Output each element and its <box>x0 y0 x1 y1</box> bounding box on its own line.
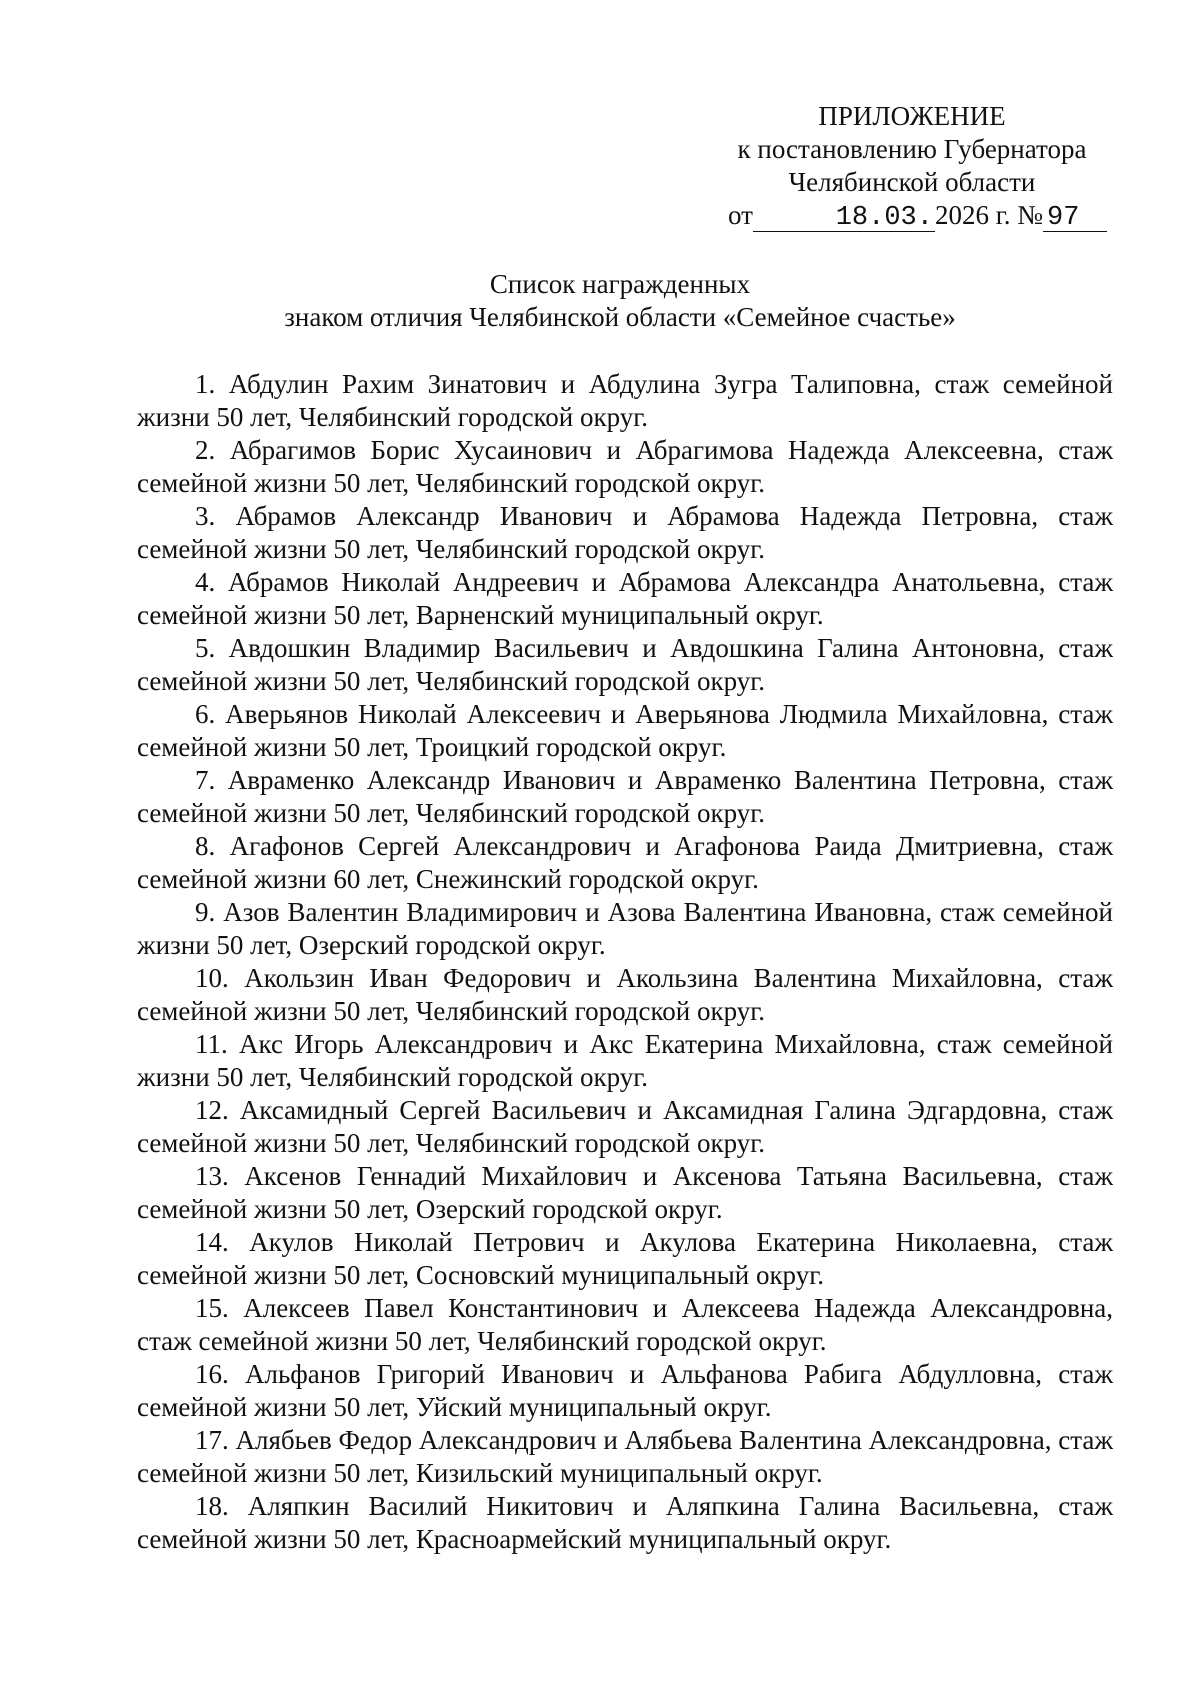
list-item-text: Азов Валентин Владимирович и Азова Валентина Ивановна, стаж семейной жизни 50 лет, Озерский городской округ. <box>137 897 1113 960</box>
list-item-text: Алексеев Павел Константинович и Алексеева Надежда Александровна, стаж семейной жизни 50 лет, Челябинский городской округ. <box>137 1293 1114 1356</box>
appendix-decree-line: к постановлению Губернатора <box>737 134 1087 164</box>
appendix-region-line: Челябинской области <box>788 167 1036 197</box>
list-item <box>137 368 1113 434</box>
list-item-text: Агафонов Сергей Александрович и Агафонова Раида Дмитриевна, стаж семейной жизни 60 лет, Снежинский городской округ. <box>137 831 1113 894</box>
list-item-text: Абрамов Александр Иванович и Абрамова Надежда Петровна, стаж семейной жизни 50 лет, Челябинский городской округ. <box>137 501 1113 564</box>
list-item-text: Акользин Иван Федорович и Акользина Валентина Михайловна, стаж семейной жизни 50 лет, Челябинский городской округ. <box>137 963 1113 1026</box>
list-item-number: 12. <box>195 1095 229 1125</box>
appendix-title: ПРИЛОЖЕНИЕ <box>818 101 1006 131</box>
list-item <box>137 764 1113 830</box>
list-item-number: 4. <box>195 567 216 597</box>
list-item-number: 5. <box>195 633 216 663</box>
date-prefix: от <box>728 200 753 230</box>
list-item-text: Аксамидный Сергей Васильевич и Аксамидная Галина Эдгардовна, стаж семейной жизни 50 лет, Челябинский городской округ. <box>137 1095 1114 1158</box>
awardee-list <box>137 368 1113 1556</box>
list-item <box>137 698 1113 764</box>
list-item-number: 3. <box>195 501 216 531</box>
list-item <box>137 1160 1113 1226</box>
list-item-number: 13. <box>195 1161 229 1191</box>
list-item-number: 18. <box>195 1491 229 1521</box>
list-item-text: Акулов Николай Петрович и Акулова Екатерина Николаевна, стаж семейной жизни 50 лет, Сосновский муниципальный округ. <box>137 1227 1113 1290</box>
list-title-line-1: Список награжденных <box>489 269 751 299</box>
list-title-line-2: знаком отличия Челябинской области «Семейное счастье» <box>284 302 956 332</box>
list-item-text: Абдулин Рахим Зинатович и Абдулина Зугра Талиповна, стаж семейной жизни 50 лет, Челябинский городской округ. <box>137 369 1114 432</box>
list-item-number: 11. <box>195 1029 228 1059</box>
list-item-text: Акс Игорь Александрович и Акс Екатерина Михайловна, стаж семейной жизни 50 лет, Челябинский городской округ. <box>137 1029 1113 1092</box>
list-item <box>137 566 1113 632</box>
list-item <box>137 1226 1113 1292</box>
list-item <box>137 434 1113 500</box>
list-item-text: Алябьев Федор Александрович и Алябьева Валентина Александровна, стаж семейной жизни 50 лет, Кизильский муниципальный округ. <box>137 1425 1114 1488</box>
list-item-text: Альфанов Григорий Иванович и Альфанова Рабига Абдулловна, стаж семейной жизни 50 лет, Уйский муниципальный округ. <box>137 1359 1113 1422</box>
appendix-header <box>712 100 1112 232</box>
list-item-number: 6. <box>195 699 216 729</box>
list-item-text: Аксенов Геннадий Михайлович и Аксенова Татьяна Васильевна, стаж семейной жизни 50 лет, Озерский городской округ. <box>137 1161 1113 1224</box>
list-item <box>137 1292 1113 1358</box>
list-item-number: 8. <box>195 831 216 861</box>
list-item <box>137 1028 1113 1094</box>
list-item <box>137 830 1113 896</box>
list-item-number: 16. <box>195 1359 229 1389</box>
list-item-number: 14. <box>195 1227 229 1257</box>
list-item-number: 10. <box>195 963 229 993</box>
list-item-number: 15. <box>195 1293 229 1323</box>
list-item-number: 1. <box>195 369 216 399</box>
list-item-number: 7. <box>195 765 216 795</box>
list-item-text: Абрагимов Борис Хусаинович и Абрагимова Надежда Алексеевна, стаж семейной жизни 50 лет, Челябинский городской округ. <box>137 435 1113 498</box>
decree-number: 97 <box>1043 205 1107 232</box>
list-item-text: Аляпкин Василий Никитович и Аляпкина Галина Васильевна, стаж семейной жизни 50 лет, Красноармейский муниципальный округ. <box>137 1491 1114 1554</box>
list-item <box>137 896 1113 962</box>
list-item-text: Абрамов Николай Андреевич и Абрамова Александра Анатольевна, стаж семейной жизни 50 лет, Варненский муниципальный округ. <box>137 567 1113 630</box>
list-item <box>137 1424 1113 1490</box>
list-item <box>137 1490 1113 1556</box>
list-title <box>130 268 1110 334</box>
appendix-date-line <box>712 199 1112 232</box>
date-value: 18.03. <box>753 205 935 232</box>
list-item <box>137 632 1113 698</box>
list-item-text: Аверьянов Николай Алексеевич и Аверьянова Людмила Михайловна, стаж семейной жизни 50 лет, Троицкий городской округ. <box>137 699 1114 762</box>
list-item <box>137 962 1113 1028</box>
list-item <box>137 500 1113 566</box>
list-item-number: 17. <box>195 1425 229 1455</box>
list-item-number: 2. <box>195 435 216 465</box>
list-item <box>137 1358 1113 1424</box>
list-item <box>137 1094 1113 1160</box>
list-item-text: Авраменко Александр Иванович и Авраменко Валентина Петровна, стаж семейной жизни 50 лет, Челябинский городской округ. <box>137 765 1114 828</box>
list-item-number: 9. <box>195 897 216 927</box>
list-item-text: Авдошкин Владимир Васильевич и Авдошкина Галина Антоновна, стаж семейной жизни 50 лет, Челябинский городской округ. <box>137 633 1113 696</box>
year-number-label: 2026 г. № <box>934 200 1043 230</box>
